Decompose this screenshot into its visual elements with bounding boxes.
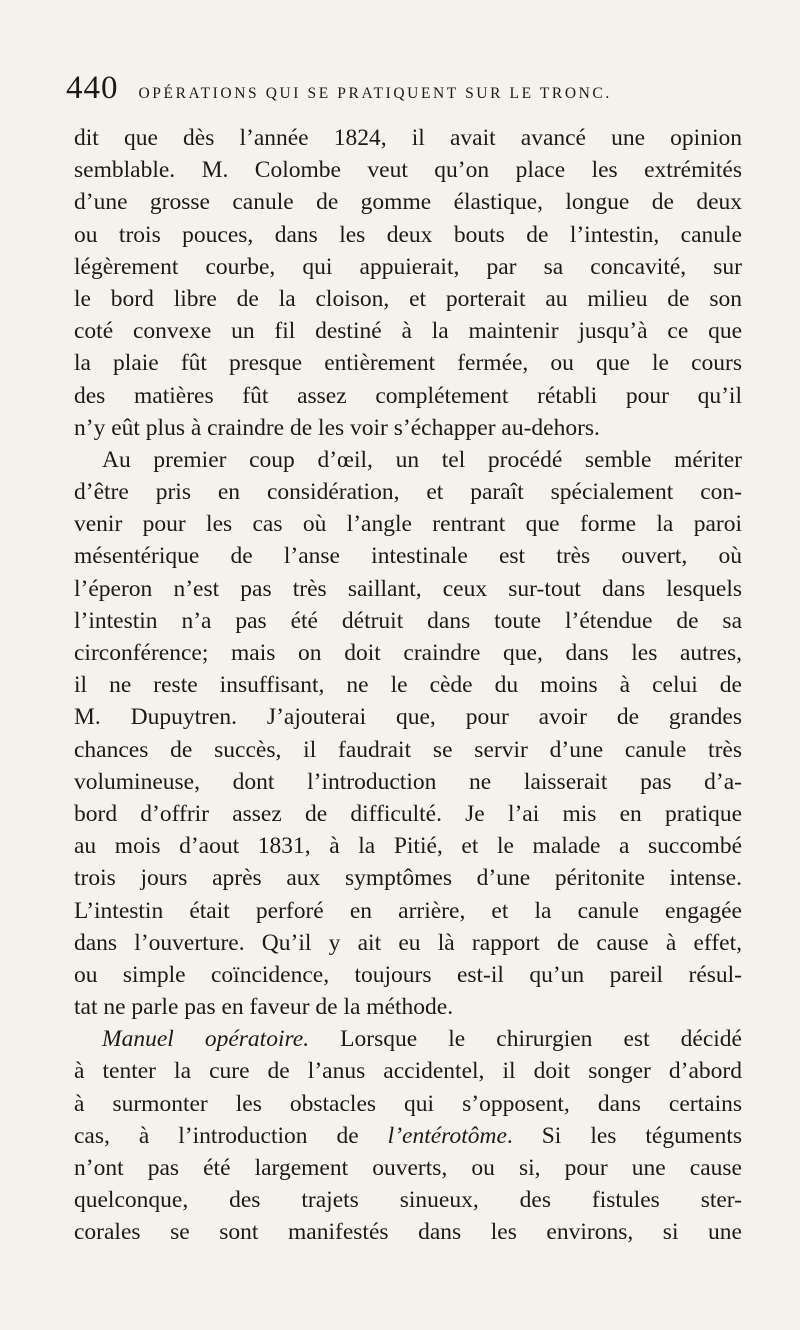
- section-first-line: [74, 1023, 742, 1055]
- text-line: dit que dès l’année 1824, il avait avancé une opinion: [74, 125, 742, 151]
- text-line: trois jours après aux symptômes d’une péritonite intense.: [74, 865, 742, 892]
- text-line-with-italic: [74, 1120, 742, 1152]
- running-head: [66, 70, 730, 106]
- text-line: des matières fût assez complétement rétabli pour qu’il: [74, 382, 742, 409]
- text-line: mésentérique de l’anse intestinale est très ouvert, où: [74, 543, 742, 570]
- text-line: au mois d’aout 1831, à la Pitié, et le malade a succombé: [74, 833, 742, 860]
- text-line: ou simple coïncidence, toujours est-il qu’un pareil résul-: [74, 961, 742, 988]
- text-line: légèrement courbe, qui appuierait, par sa concavité, sur: [74, 253, 742, 280]
- section-title: Manuel opératoire.: [102, 1026, 310, 1053]
- text-line: ou trois pouces, dans les deux bouts de l’intestin, canule: [74, 221, 742, 248]
- text-line: l’intestin n’a pas été détruit dans toute l’étendue de sa: [74, 607, 742, 634]
- text-line: L’intestin était perforé en arrière, et la canule engagée: [74, 897, 742, 924]
- body-text: [74, 122, 742, 1249]
- paragraph-first-line: Au premier coup d’œil, un tel procédé semble mériter: [102, 446, 742, 473]
- section-first-line-text: Lorsque le chirurgien est décidé: [309, 1026, 742, 1053]
- text-line: M. Dupuytren. J’ajouterai que, pour avoir de grandes: [74, 704, 742, 731]
- running-title: OPÉRATIONS QUI SE PRATIQUENT SUR LE TRONC.: [138, 85, 612, 102]
- text-line: chances de succès, il faudrait se servir d’une canule très: [74, 736, 742, 763]
- text-line: d’être pris en considération, et paraît spécialement con-: [74, 479, 742, 506]
- text-line: corales se sont manifestés dans les environs, si une: [74, 1219, 742, 1246]
- page-number: 440: [66, 70, 119, 106]
- text-line: l’éperon n’est pas très saillant, ceux sur-tout dans lesquels: [74, 575, 742, 602]
- text-line: semblable. M. Colombe veut qu’on place les extrémités: [74, 157, 742, 184]
- text-line: la plaie fût presque entièrement fermée, ou que le cours: [74, 350, 742, 377]
- text-line: le bord libre de la cloison, et porterait au milieu de son: [74, 285, 742, 312]
- text-segment: cas, à l’introduction de: [74, 1122, 388, 1149]
- text-line: à surmonter les obstacles qui s’opposent, dans certains: [74, 1090, 742, 1117]
- text-line: circonférence; mais on doit craindre que, dans les autres,: [74, 640, 742, 666]
- text-line: n’y eût plus à craindre de les voir s’échapper au-dehors.: [74, 414, 600, 441]
- text-line: d’une grosse canule de gomme élastique, longue de deux: [74, 189, 742, 216]
- text-line: coté convexe un fil destiné à la maintenir jusqu’à ce que: [74, 318, 742, 345]
- text-line: quelconque, des trajets sinueux, des fistules ster-: [74, 1187, 742, 1214]
- text-line: bord d’offrir assez de difficulté. Je l’ai mis en pratique: [74, 800, 742, 827]
- text-line: il ne reste insuffisant, ne le cède du moins à celui de: [74, 672, 742, 699]
- text-line: à tenter la cure de l’anus accidentel, il doit songer d’abord: [74, 1058, 742, 1085]
- italic-term: l’entérotôme: [387, 1122, 507, 1149]
- text-line: volumineuse, dont l’introduction ne laisserait pas d’a-: [74, 768, 742, 795]
- text-line: tat ne parle pas en faveur de la méthode.: [74, 994, 454, 1021]
- text-line: n’ont pas été largement ouverts, ou si, pour une cause: [74, 1155, 742, 1181]
- text-segment: . Si les téguments: [506, 1122, 742, 1149]
- text-line: dans l’ouverture. Qu’il y ait eu là rapport de cause à effet,: [74, 929, 742, 956]
- text-line: venir pour les cas où l’angle rentrant que forme la paroi: [74, 511, 742, 538]
